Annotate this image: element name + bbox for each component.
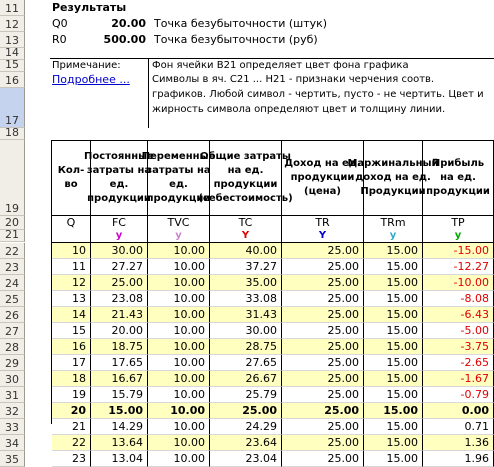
row-header[interactable]: 32	[0, 403, 25, 419]
row-header[interactable]: 17	[0, 88, 25, 128]
table-cell[interactable]: 40.00	[210, 243, 282, 259]
note-label: Примечание:	[52, 60, 121, 71]
table-cell[interactable]: 13.64	[91, 435, 148, 451]
row-header[interactable]: 21	[0, 230, 25, 242]
table-cell[interactable]: -10.00	[423, 275, 494, 291]
table-cell[interactable]: 15.00	[364, 451, 423, 467]
column-code[interactable]: TP	[423, 216, 494, 230]
table-cell[interactable]: 1.96	[423, 451, 494, 467]
table-cell[interactable]: 18.75	[91, 339, 148, 355]
plot-flag[interactable]: Y	[210, 230, 282, 242]
table-cell[interactable]: 23.08	[91, 291, 148, 307]
r0-value[interactable]: 500.00	[103, 33, 146, 46]
table-cell[interactable]: 10.00	[148, 419, 210, 435]
q0-desc: Точка безубыточности (штук)	[154, 17, 328, 30]
table-cell[interactable]: 25.00	[282, 259, 364, 275]
table-cell[interactable]: -1.67	[423, 371, 494, 387]
q0-value[interactable]: 20.00	[111, 17, 146, 30]
row-header[interactable]: 11	[0, 0, 25, 16]
table-cell[interactable]: 10.00	[148, 339, 210, 355]
row-header[interactable]: 23	[0, 259, 25, 275]
table-cell[interactable]: 27.27	[91, 259, 148, 275]
table-cell[interactable]: 23	[52, 451, 91, 467]
table-cell[interactable]: 20.00	[91, 323, 148, 339]
row-header[interactable]: 22	[0, 243, 25, 259]
table-cell[interactable]: 25.00	[282, 307, 364, 323]
details-link[interactable]: Подробнее ...	[52, 73, 130, 86]
row-header[interactable]: 34	[0, 435, 25, 451]
table-cell[interactable]: 18	[52, 371, 91, 387]
table-cell[interactable]: 12	[52, 275, 91, 291]
table-cell[interactable]: 25.00	[282, 419, 364, 435]
row-header[interactable]: 14	[0, 48, 25, 60]
table-cell[interactable]: 15.00	[364, 403, 423, 419]
table-cell[interactable]: 25.00	[282, 339, 364, 355]
column-code[interactable]: Q	[52, 216, 91, 230]
r0-label: R0	[52, 33, 67, 46]
table-cell[interactable]: 15.00	[364, 355, 423, 371]
table-cell[interactable]: 35.00	[210, 275, 282, 291]
table-cell[interactable]: -15.00	[423, 243, 494, 259]
table-cell[interactable]: 25.00	[282, 451, 364, 467]
table-cell[interactable]: 25.00	[91, 275, 148, 291]
table-cell[interactable]: 10	[52, 243, 91, 259]
column-code[interactable]: TVC	[148, 216, 210, 230]
table-cell[interactable]: 25.79	[210, 387, 282, 403]
column-header[interactable]: Прибыль на ед. продукции	[423, 140, 494, 216]
table-cell[interactable]: 13	[52, 291, 91, 307]
table-cell[interactable]: 16.67	[91, 371, 148, 387]
plot-flag[interactable]: y	[423, 230, 494, 242]
results-title: Результаты	[52, 1, 127, 14]
table-cell[interactable]: 15.00	[364, 243, 423, 259]
column-code[interactable]: TC	[210, 216, 282, 230]
table-cell[interactable]: 15.00	[364, 291, 423, 307]
table-cell[interactable]: -8.08	[423, 291, 494, 307]
table-cell[interactable]: 10.00	[148, 323, 210, 339]
row-header[interactable]: 12	[0, 16, 25, 32]
table-cell[interactable]: 10.00	[148, 435, 210, 451]
table-cell[interactable]: 25.00	[282, 323, 364, 339]
plot-flag[interactable]: y	[364, 230, 423, 242]
table-cell[interactable]: 15.00	[364, 307, 423, 323]
row-header[interactable]: 13	[0, 32, 25, 48]
table-cell[interactable]: 15.00	[91, 403, 148, 419]
note-body: Символы в яч. C21 ... H21 - признаки черчения соотв. графиков. Любой символ - чертить, пусто - не чертить. Цвет и жирность символа определяют цвет и толщину линии.	[152, 74, 484, 115]
table-cell[interactable]: 27.65	[210, 355, 282, 371]
table-cell[interactable]: 25.00	[282, 387, 364, 403]
column-header[interactable]: Общие затраты на ед. продукции (себестоимость)	[210, 140, 282, 216]
table-cell[interactable]: 16	[52, 339, 91, 355]
table-cell[interactable]: 15.00	[364, 419, 423, 435]
table-cell[interactable]: 30.00	[91, 243, 148, 259]
table-cell[interactable]: 10.00	[148, 451, 210, 467]
table-cell[interactable]: 10.00	[148, 291, 210, 307]
column-header[interactable]: Переменные затраты на ед. продукции	[148, 140, 210, 216]
row-header[interactable]: 29	[0, 355, 25, 371]
table-cell[interactable]: 28.75	[210, 339, 282, 355]
row-header[interactable]: 20	[0, 216, 25, 230]
column-header[interactable]: Кол-во	[52, 140, 91, 216]
table-cell[interactable]: 11	[52, 259, 91, 275]
column-header[interactable]: Маржинальный доход на ед. Продукции	[364, 140, 423, 216]
r0-desc: Точка безубыточности (руб)	[154, 33, 318, 46]
table-cell[interactable]: 0.00	[423, 403, 494, 419]
table-cell[interactable]: 15.00	[364, 387, 423, 403]
row-header[interactable]: 35	[0, 451, 25, 467]
row-header[interactable]: 16	[0, 72, 25, 88]
table-cell[interactable]: 14.29	[91, 419, 148, 435]
table-cell[interactable]: 25.00	[210, 403, 282, 419]
table-cell[interactable]: -12.27	[423, 259, 494, 275]
table-cell[interactable]: 25.00	[282, 291, 364, 307]
table-cell[interactable]: 37.27	[210, 259, 282, 275]
table-cell[interactable]: 14	[52, 307, 91, 323]
column-header[interactable]: Постоянные затраты на ед. продукции	[91, 140, 148, 216]
table-cell[interactable]: 22	[52, 435, 91, 451]
table-cell[interactable]: 10.00	[148, 259, 210, 275]
note-line1: Фон ячейки B21 определяет цвет фона графика	[152, 60, 409, 71]
column-code[interactable]: FC	[91, 216, 148, 230]
row-header[interactable]: 25	[0, 291, 25, 307]
table-cell[interactable]: 10.00	[148, 307, 210, 323]
table-cell[interactable]: 25.00	[282, 403, 364, 419]
table-cell[interactable]: -0.79	[423, 387, 494, 403]
table-cell[interactable]: 15.00	[364, 339, 423, 355]
table-cell[interactable]: 25.00	[282, 243, 364, 259]
table-cell[interactable]: 15.79	[91, 387, 148, 403]
column-code[interactable]: TRm	[364, 216, 423, 230]
table-cell[interactable]: 21.43	[91, 307, 148, 323]
table-cell[interactable]: 10.00	[148, 355, 210, 371]
table-cell[interactable]: 25.00	[282, 435, 364, 451]
table-cell[interactable]: 15.00	[364, 323, 423, 339]
table-cell[interactable]: 24.29	[210, 419, 282, 435]
table-cell[interactable]: 10.00	[148, 387, 210, 403]
row-header[interactable]: 24	[0, 275, 25, 291]
plot-flag[interactable]	[52, 230, 91, 242]
column-code[interactable]: TR	[282, 216, 364, 230]
table-cell[interactable]: 1.36	[423, 435, 494, 451]
row-header[interactable]: 18	[0, 128, 25, 140]
row-header[interactable]: 26	[0, 307, 25, 323]
table-cell[interactable]: 10.00	[148, 403, 210, 419]
plot-flag[interactable]: y	[148, 230, 210, 242]
table-cell[interactable]: 19	[52, 387, 91, 403]
column-header[interactable]: Доход на ед. продукции (цена)	[282, 140, 364, 216]
row-header[interactable]: 19	[0, 140, 25, 216]
table-cell[interactable]: -3.75	[423, 339, 494, 355]
table-cell[interactable]: 15.00	[364, 371, 423, 387]
table-cell[interactable]: 15	[52, 323, 91, 339]
table-cell[interactable]: 15.00	[364, 275, 423, 291]
row-header[interactable]: 28	[0, 339, 25, 355]
table-cell[interactable]: 10.00	[148, 275, 210, 291]
table-cell[interactable]: 21	[52, 419, 91, 435]
table-cell[interactable]: 13.04	[91, 451, 148, 467]
row-header[interactable]: 33	[0, 419, 25, 435]
table-cell[interactable]: 23.04	[210, 451, 282, 467]
table-cell[interactable]: 25.00	[282, 371, 364, 387]
table-cell[interactable]: 30.00	[210, 323, 282, 339]
table-cell[interactable]: 10.00	[148, 371, 210, 387]
table-cell[interactable]: -5.00	[423, 323, 494, 339]
row-header[interactable]: 27	[0, 323, 25, 339]
table-cell[interactable]: -2.65	[423, 355, 494, 371]
table-cell[interactable]: 33.08	[210, 291, 282, 307]
q0-label: Q0	[52, 17, 68, 30]
table-cell[interactable]: -6.43	[423, 307, 494, 323]
table-cell[interactable]: 25.00	[282, 355, 364, 371]
row-header[interactable]: 30	[0, 371, 25, 387]
note-divider	[148, 58, 149, 128]
table-cell[interactable]: 15.00	[364, 259, 423, 275]
table-cell[interactable]: 17.65	[91, 355, 148, 371]
table-cell[interactable]: 26.67	[210, 371, 282, 387]
row-header[interactable]: 15	[0, 60, 25, 72]
table-cell[interactable]: 15.00	[364, 435, 423, 451]
table-cell[interactable]: 25.00	[282, 275, 364, 291]
table-cell[interactable]: 23.64	[210, 435, 282, 451]
plot-flag[interactable]: y	[91, 230, 148, 242]
table-cell[interactable]: 31.43	[210, 307, 282, 323]
table-cell[interactable]: 0.71	[423, 419, 494, 435]
plot-flag[interactable]: Y	[282, 230, 364, 242]
table-cell[interactable]: 20	[52, 403, 91, 419]
table-cell[interactable]: 17	[52, 355, 91, 371]
row-header[interactable]: 31	[0, 387, 25, 403]
table-cell[interactable]: 10.00	[148, 243, 210, 259]
